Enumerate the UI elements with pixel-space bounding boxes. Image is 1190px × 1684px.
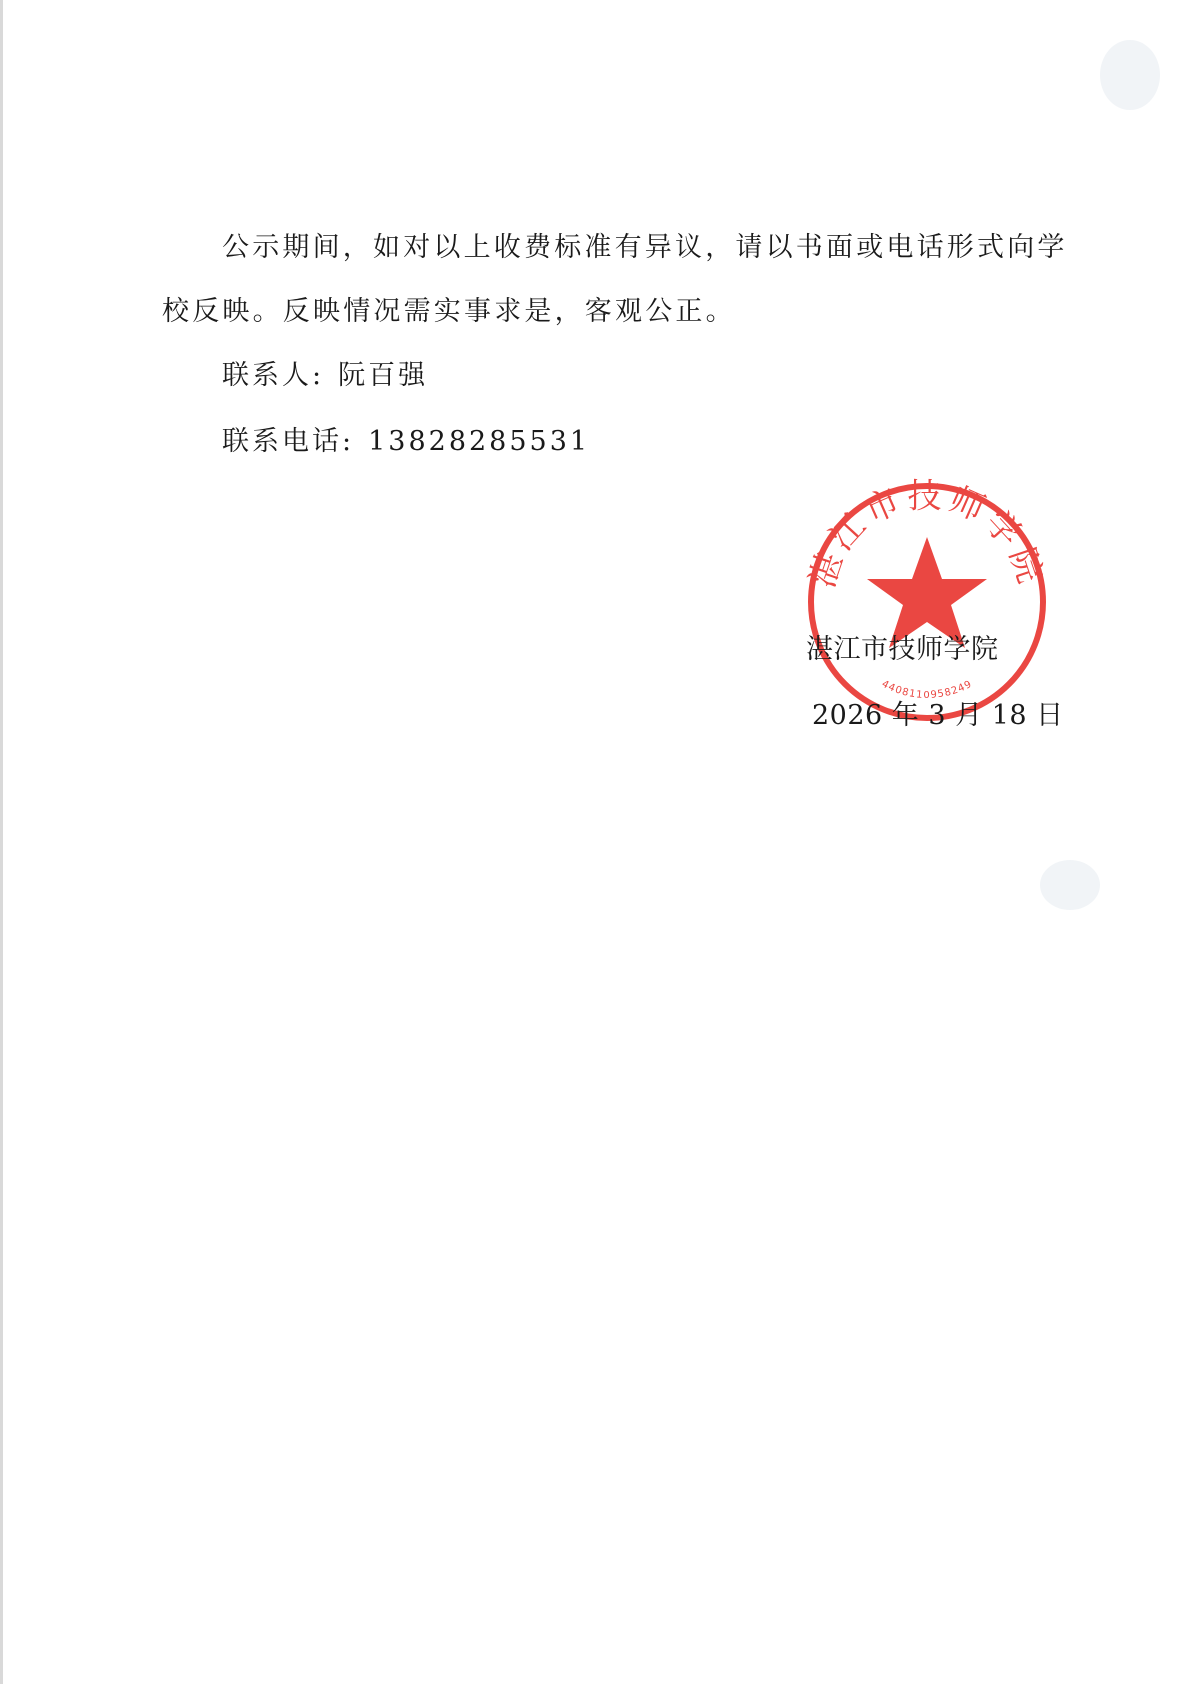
notice-paragraph-line-2: 校反映。反映情况需实事求是，客观公正。: [162, 296, 736, 327]
official-seal-stamp: [802, 477, 1052, 727]
contact-person-label: 联系人:: [222, 360, 325, 391]
notice-paragraph-line-1: 公示期间，如对以上收费标准有异议，请以书面或电话形式向学: [222, 232, 1068, 263]
scan-artifact: [1100, 40, 1160, 110]
contact-phone-number: 13828285531: [368, 426, 591, 457]
contact-phone-label: 联系电话:: [222, 426, 355, 457]
page-edge-shadow: [0, 0, 3, 1684]
contact-person-name: 阮百强: [338, 360, 429, 391]
contact-phone: [222, 424, 590, 460]
svg-text:4408110958249: 4408110958249: [879, 678, 975, 701]
scan-artifact: [1040, 860, 1100, 910]
signature-date: 2026 年 3 月 18 日: [812, 700, 1064, 731]
svg-text:湛江市技师学院: 湛江市技师学院: [802, 477, 1052, 593]
signature-organization: 湛江市技师学院: [806, 634, 999, 665]
contact-person: [222, 358, 428, 394]
